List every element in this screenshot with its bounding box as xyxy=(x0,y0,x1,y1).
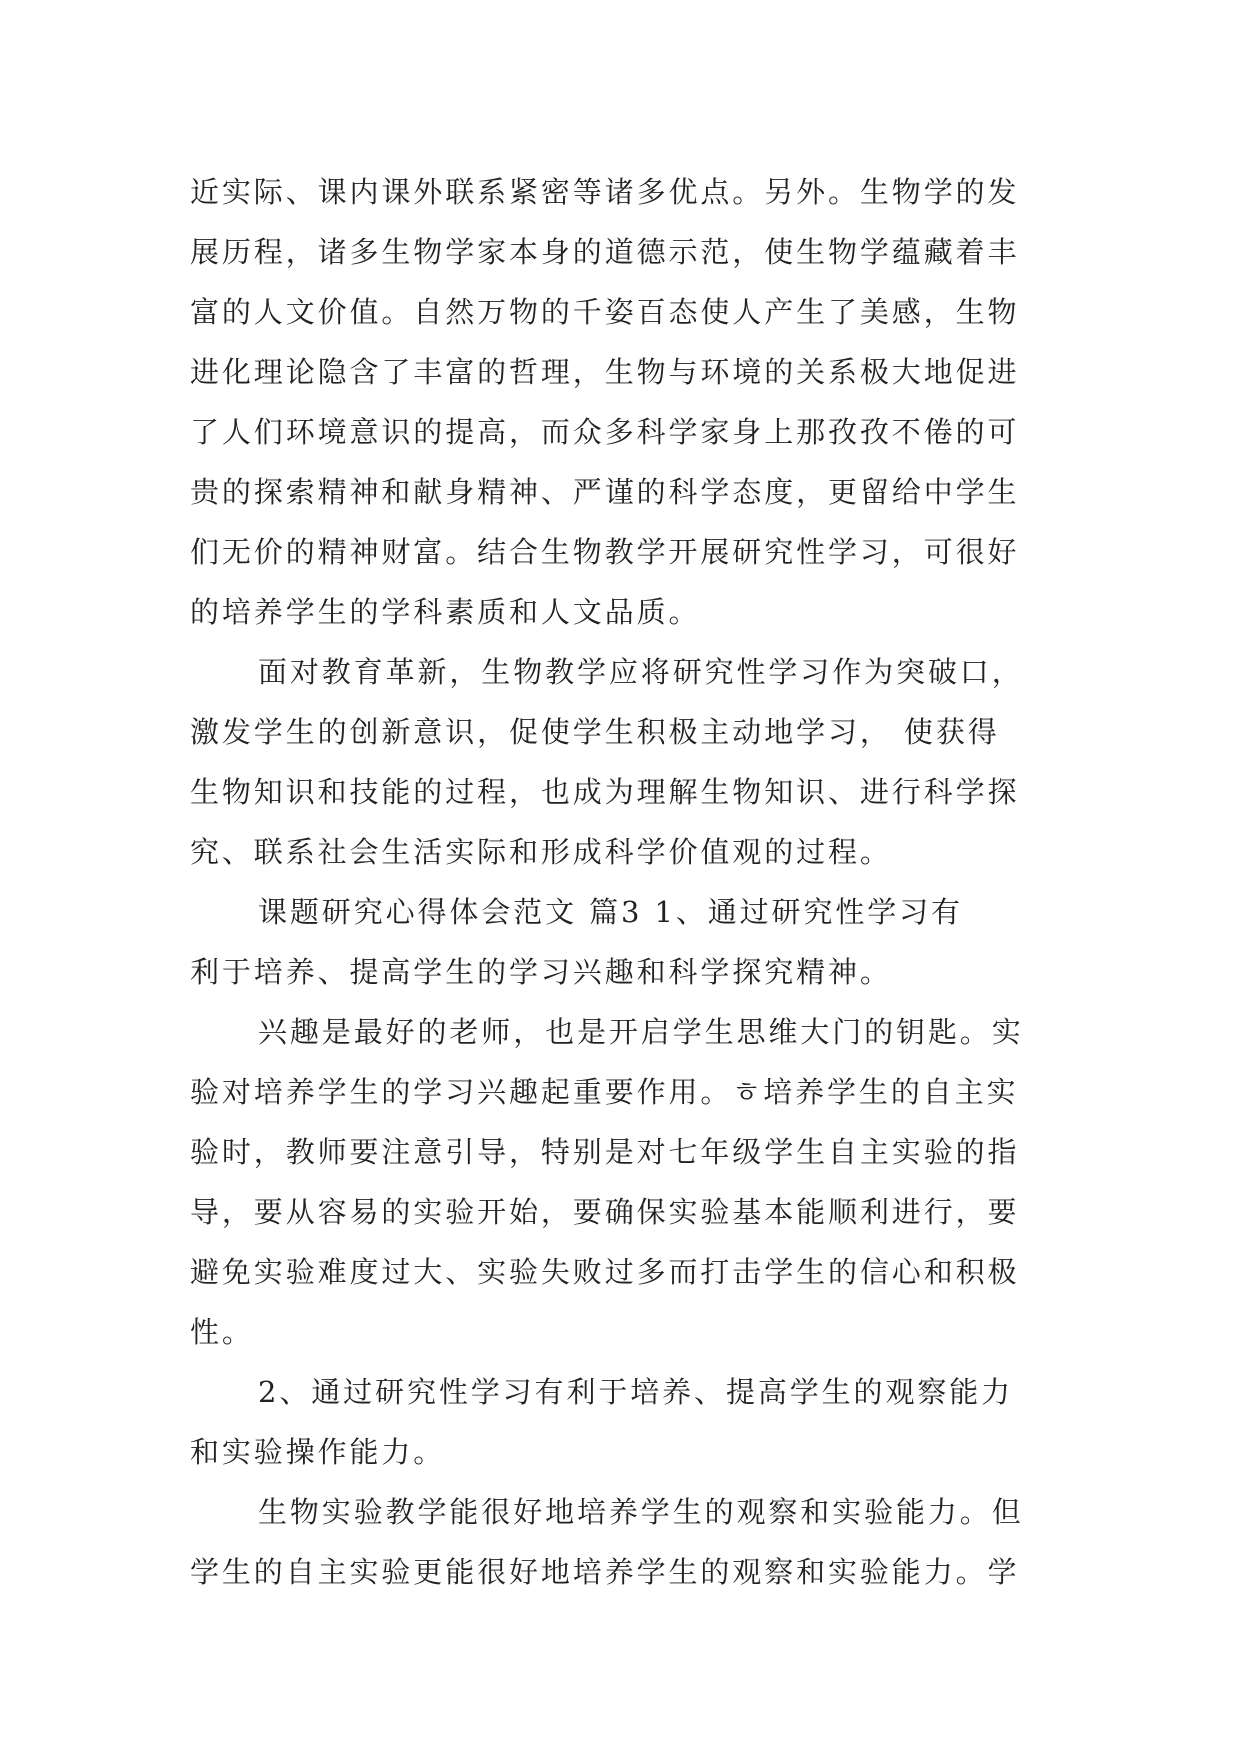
text-line: 近实际、课内课外联系紧密等诸多优点。另外。生物学的发 xyxy=(190,175,1020,209)
text-line: 进化理论隐含了丰富的哲理，生物与环境的关系极大地促进 xyxy=(190,355,1020,389)
text-line: 究、联系社会生活实际和形成科学价值观的过程。 xyxy=(190,835,892,869)
text-line: 验对培养学生的学习兴趣起重要作用。ㅎ培养学生的自主实 xyxy=(190,1075,1019,1109)
text-line: 贵的探索精神和献身精神、严谨的科学态度，更留给中学生 xyxy=(190,475,1020,509)
text-line: 们无价的精神财富。结合生物教学开展研究性学习，可很好 xyxy=(190,535,1020,569)
text-line: 避免实验难度过大、实验失败过多而打击学生的信心和积极 xyxy=(190,1255,1020,1289)
text-line: 2、通过研究性学习有利于培养、提高学生的观察能力 xyxy=(258,1375,1014,1409)
text-line: 生物知识和技能的过程，也成为理解生物知识、进行科学探 xyxy=(190,775,1020,809)
text-line: 展历程，诸多生物学家本身的道德示范，使生物学蕴藏着丰 xyxy=(190,235,1020,269)
text-line: 兴趣是最好的老师，也是开启学生思维大门的钥匙。实 xyxy=(258,1015,1024,1049)
text-line: 富的人文价值。自然万物的千姿百态使人产生了美感，生物 xyxy=(190,295,1020,329)
text-line: 面对教育革新，生物教学应将研究性学习作为突破口， xyxy=(258,655,1024,689)
text-line: 生物实验教学能很好地培养学生的观察和实验能力。但 xyxy=(258,1495,1024,1529)
body-text xyxy=(190,162,1050,1602)
text-line: 验时，教师要注意引导，特别是对七年级学生自主实验的指 xyxy=(190,1135,1020,1169)
text-line: 激发学生的创新意识，促使学生积极主动地学习， 使获得 xyxy=(190,715,1000,749)
text-line: 导，要从容易的实验开始，要确保实验基本能顺利进行，要 xyxy=(190,1195,1020,1229)
text-line: 课题研究心得体会范文 篇3 1、通过研究性学习有 xyxy=(258,895,963,929)
text-line: 和实验操作能力。 xyxy=(190,1435,446,1469)
text-line: 利于培养、提高学生的学习兴趣和科学探究精神。 xyxy=(190,955,892,989)
text-line: 的培养学生的学科素质和人文品质。 xyxy=(190,595,701,629)
text-line: 学生的自主实验更能很好地培养学生的观察和实验能力。学 xyxy=(190,1555,1020,1589)
text-line: 了人们环境意识的提高，而众多科学家身上那孜孜不倦的可 xyxy=(190,415,1020,449)
text-line: 性。 xyxy=(190,1315,254,1349)
